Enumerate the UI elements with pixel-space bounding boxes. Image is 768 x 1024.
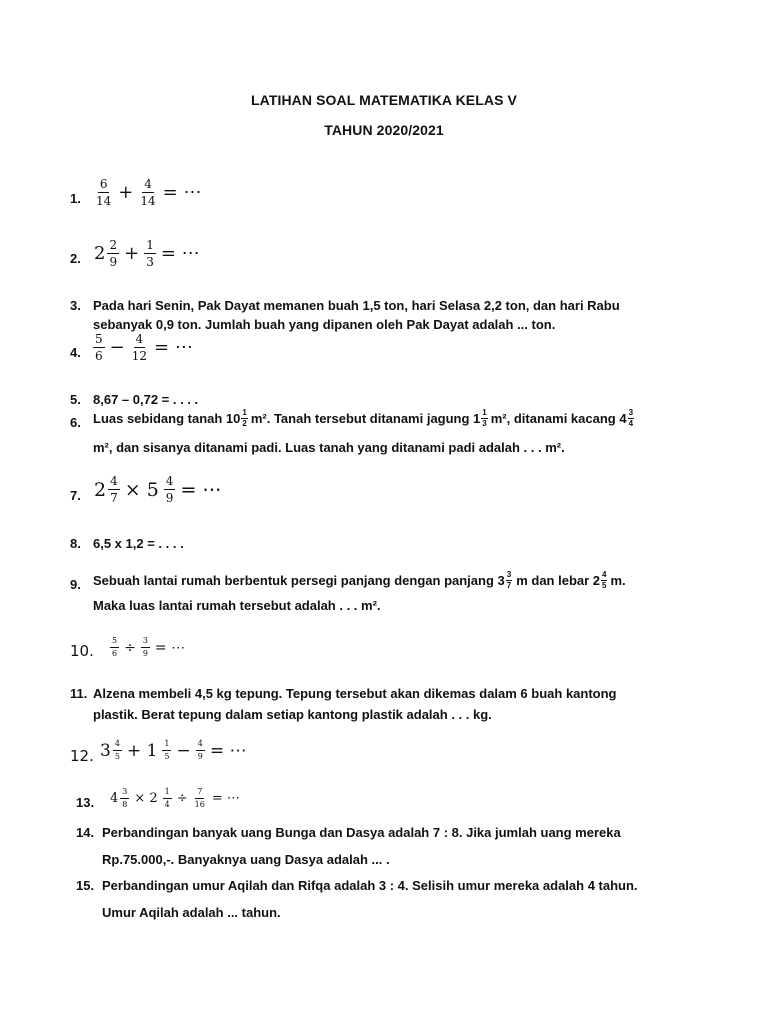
equals-ellipsis: = ⋯ <box>154 639 186 656</box>
whole-number: 2 <box>94 243 106 264</box>
question-15-line-1: Perbandingan umur Aqilah dan Rifqa adalah 3 : 4. Selisih umur mereka adalah 4 tahun. <box>102 878 638 893</box>
fraction-denominator: 6 <box>95 349 103 363</box>
equals-ellipsis: = ⋯ <box>209 740 247 761</box>
question-6-text-a: Luas sebidang tanah 10 <box>93 411 241 426</box>
operator: − <box>109 337 125 358</box>
fraction-denominator: 3 <box>146 255 154 269</box>
question-8-text: 6,5 x 1,2 = . . . . <box>93 536 184 551</box>
fraction-denominator: 9 <box>165 491 174 505</box>
question-3-line-1: Pada hari Senin, Pak Dayat memanen buah 1,5 ton, hari Selasa 2,2 ton, dan hari Rabu <box>93 298 620 313</box>
fraction-numerator: 3 <box>506 570 512 579</box>
question-9-text-c: m. <box>610 573 626 588</box>
fraction-denominator: 4 <box>164 800 170 809</box>
fraction-denominator: 5 <box>164 752 170 761</box>
fraction-denominator: 6 <box>112 649 118 658</box>
fraction-numerator: 4 <box>135 332 144 346</box>
question-4-expression <box>91 333 196 362</box>
operator: × 5 <box>124 478 159 501</box>
fraction-denominator: 3 <box>482 419 487 428</box>
equals-ellipsis: = ⋯ <box>211 791 240 806</box>
fraction-denominator: 16 <box>194 800 205 809</box>
fraction-denominator: 5 <box>114 752 120 761</box>
question-9-text-a: Sebuah lantai rumah berbentuk persegi panjang dengan panjang 3 <box>93 573 505 588</box>
question-2-expression <box>94 239 203 268</box>
fraction-denominator: 4 <box>628 419 634 428</box>
operator: + <box>124 243 140 264</box>
question-5-text: 8,67 – 0,72 = . . . . <box>93 392 199 407</box>
fraction-denominator: 14 <box>96 194 112 208</box>
question-7-expression <box>94 475 224 504</box>
question-14-line-2: Rp.75.000,-. Banyaknya uang Dasya adalah ... . <box>102 852 390 867</box>
page-title: LATIHAN SOAL MATEMATIKA KELAS V <box>251 92 517 108</box>
fraction-denominator: 9 <box>109 255 118 269</box>
fraction-denominator: 9 <box>197 752 203 761</box>
question-2-number: 2. <box>70 251 81 266</box>
equals-ellipsis: = ⋯ <box>162 182 202 203</box>
question-14-line-1: Perbandingan banyak uang Bunga dan Dasya adalah 7 : 8. Jika jumlah uang mereka <box>102 825 621 840</box>
fraction-numerator: 3 <box>141 637 150 648</box>
question-11-line-1: Alzena membeli 4,5 kg tepung. Tepung tersebut akan dikemas dalam 6 buah kantong <box>93 686 617 701</box>
question-6-line-1 <box>93 409 635 428</box>
operator: + 1 <box>126 740 158 761</box>
question-6-number: 6. <box>70 415 81 430</box>
question-14-number: 14. <box>76 825 95 840</box>
equals-ellipsis: = ⋯ <box>154 337 193 358</box>
fraction-numerator: 4 <box>144 177 152 191</box>
question-9-text-b: m dan lebar 2 <box>516 573 601 588</box>
equals-ellipsis: = ⋯ <box>160 243 200 264</box>
fraction-numerator: 6 <box>99 177 108 191</box>
whole-number: 2 <box>94 478 107 501</box>
question-13-expression <box>110 788 243 809</box>
question-7-number: 7. <box>70 488 81 503</box>
operator: − <box>176 740 191 761</box>
operator: + <box>118 182 134 203</box>
question-3-number: 3. <box>70 298 81 313</box>
question-6-text-b: m². Tanah tersebut ditanami jagung 1 <box>250 411 481 426</box>
question-5-number: 5. <box>70 392 81 407</box>
fraction-numerator: 5 <box>95 332 103 346</box>
question-11-line-2: plastik. Berat tepung dalam setiap kantong plastik adalah . . . kg. <box>93 707 492 722</box>
question-12-expression <box>100 740 249 761</box>
operator: ÷ <box>124 639 136 656</box>
fraction-numerator: 4 <box>165 474 174 488</box>
question-6-line-2: m², dan sisanya ditanami padi. Luas tanah yang ditanami padi adalah . . . m². <box>93 440 565 455</box>
question-9-number: 9. <box>70 577 81 592</box>
fraction-numerator: 4 <box>602 570 607 579</box>
fraction-numerator: 5 <box>110 637 119 648</box>
fraction-denominator: 9 <box>142 649 148 658</box>
fraction-numerator: 1 <box>146 238 154 252</box>
fraction-numerator: 3 <box>120 788 129 799</box>
question-15-number: 15. <box>76 878 95 893</box>
operator: ÷ <box>176 791 188 806</box>
fraction-denominator: 5 <box>602 581 607 590</box>
fraction-numerator: 1 <box>162 740 171 751</box>
question-10-expression <box>108 637 188 658</box>
fraction-denominator: 14 <box>140 194 156 208</box>
page-subtitle-year: TAHUN 2020/2021 <box>324 122 444 138</box>
question-9-line-2: Maka luas lantai rumah tersebut adalah . . . m². <box>93 598 381 613</box>
whole-number: 3 <box>100 740 111 761</box>
fraction-numerator: 1 <box>163 788 172 799</box>
fraction-numerator: 2 <box>109 238 118 252</box>
whole-number: 4 <box>110 791 119 806</box>
question-11-number: 11. <box>70 686 88 701</box>
equals-ellipsis: = ⋯ <box>180 478 222 501</box>
question-10-number: 10. <box>70 642 94 660</box>
fraction-denominator: 2 <box>242 419 247 428</box>
question-4-number: 4. <box>70 345 81 360</box>
fraction-denominator: 7 <box>506 581 512 590</box>
fraction-denominator: 12 <box>131 349 148 363</box>
fraction-numerator: 4 <box>196 740 205 751</box>
question-1-number: 1. <box>70 191 81 206</box>
fraction-denominator: 8 <box>122 800 128 809</box>
question-9-line-1 <box>93 571 626 590</box>
question-1-expression <box>92 178 204 207</box>
fraction-numerator: 3 <box>628 408 634 417</box>
question-12-number: 12. <box>70 747 94 765</box>
fraction-numerator: 4 <box>113 740 122 751</box>
question-3-line-2: sebanyak 0,9 ton. Jumlah buah yang dipanen oleh Pak Dayat adalah ... ton. <box>93 317 556 332</box>
operator: × 2 <box>134 791 158 806</box>
question-15-line-2: Umur Aqilah adalah ... tahun. <box>102 905 281 920</box>
fraction-numerator: 1 <box>482 408 487 417</box>
fraction-numerator: 4 <box>110 474 118 488</box>
fraction-denominator: 7 <box>110 491 118 505</box>
question-6-text-c: m², ditanami kacang 4 <box>490 411 627 426</box>
question-13-number: 13. <box>76 795 95 810</box>
fraction-numerator: 7 <box>195 788 204 799</box>
question-8-number: 8. <box>70 536 81 551</box>
fraction-numerator: 1 <box>242 408 247 417</box>
